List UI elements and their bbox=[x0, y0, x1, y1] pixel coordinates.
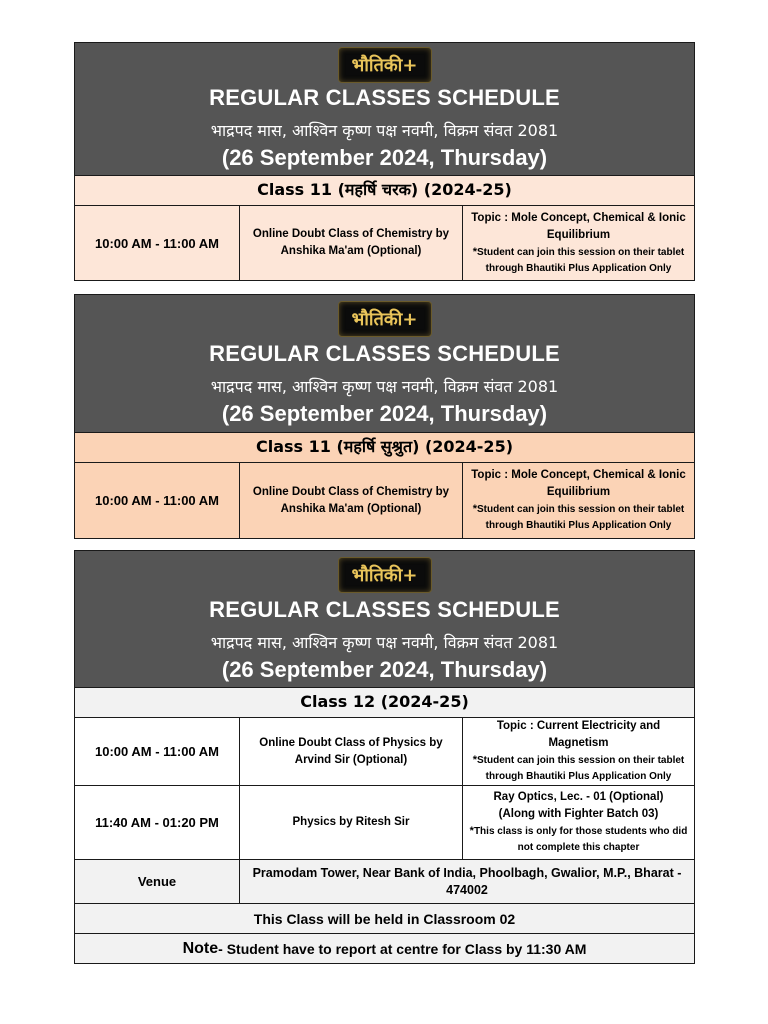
schedule-card-3 bbox=[74, 550, 695, 964]
table-row bbox=[75, 785, 694, 859]
subject-cell: Physics by Ritesh Sir bbox=[240, 786, 463, 859]
bhautiki-plus-logo: भौतिकी+ bbox=[338, 47, 432, 83]
note-asterisk: * bbox=[472, 503, 478, 515]
topic-text-2: (Along with Fighter Batch 03) bbox=[498, 808, 659, 820]
bhautiki-plus-logo: भौतिकी+ bbox=[338, 301, 432, 337]
time-cell: 10:00 AM - 11:00 AM bbox=[75, 206, 240, 280]
note-asterisk: * bbox=[472, 245, 478, 258]
schedule-date: (26 September 2024, Thursday) bbox=[221, 401, 548, 426]
class-label: Class 12 (2024-25) bbox=[75, 687, 694, 717]
venue-row bbox=[75, 859, 694, 903]
topic-text: Ray Optics, Lec. - 01 (Optional) bbox=[493, 791, 664, 803]
schedule-card-2 bbox=[74, 294, 695, 539]
subject-cell: Online Doubt Class of Physics by Arvind Sir (Optional) bbox=[240, 718, 463, 785]
schedule-title: REGULAR CLASSES SCHEDULE bbox=[209, 597, 560, 622]
subject-cell: Online Doubt Class of Chemistry by Anshika Ma'am (Optional) bbox=[240, 206, 463, 280]
classroom-info: This Class will be held in Classroom 02 bbox=[253, 910, 516, 927]
note-asterisk: * bbox=[469, 825, 474, 837]
hindi-date: भाद्रपद मास, आश्विन कृष्ण पक्ष नवमी, विक्रम संवत 2081 bbox=[210, 377, 559, 396]
class-label: Class 11 (महर्षि सुश्रुत) (2024-25) bbox=[75, 432, 694, 462]
note-text: Student can join this session on their tablet through Bhautiki Plus Application Only bbox=[477, 246, 685, 274]
classroom-row bbox=[75, 903, 694, 933]
venue-address: Pramodam Tower, Near Bank of India, Phoolbagh, Gwalior, M.P., Bharat - 474002 bbox=[252, 865, 682, 897]
subject-cell: Online Doubt Class of Chemistry by Anshika Ma'am (Optional) bbox=[240, 463, 463, 538]
schedule-header bbox=[75, 551, 694, 687]
hindi-date: भाद्रपद मास, आश्विन कृष्ण पक्ष नवमी, विक्रम संवत 2081 bbox=[210, 121, 559, 140]
table-row bbox=[75, 462, 694, 538]
topic-text: Topic : Mole Concept, Chemical & Ionic Equilibrium bbox=[471, 469, 686, 498]
note-text: This class is only for those students who did not complete this chapter bbox=[473, 826, 688, 853]
schedule-date: (26 September 2024, Thursday) bbox=[221, 145, 548, 170]
note-message: - Student have to report at centre for Class by 11:30 AM bbox=[218, 940, 587, 957]
hindi-date: भाद्रपद मास, आश्विन कृष्ण पक्ष नवमी, विक्रम संवत 2081 bbox=[210, 633, 559, 652]
report-note bbox=[75, 934, 694, 963]
time-cell: 10:00 AM - 11:00 AM bbox=[75, 718, 240, 785]
schedule-header bbox=[75, 43, 694, 175]
note-text: Student can join this session on their tablet through Bhautiki Plus Application Only bbox=[477, 504, 685, 531]
note-asterisk: * bbox=[472, 754, 478, 766]
note-label: Note bbox=[182, 939, 219, 957]
topic-cell bbox=[463, 718, 694, 785]
topic-text: Topic : Mole Concept, Chemical & Ionic Equilibrium bbox=[471, 211, 686, 241]
note-text: Student can join this session on their tablet through Bhautiki Plus Application Only bbox=[477, 755, 685, 782]
schedule-title: REGULAR CLASSES SCHEDULE bbox=[209, 341, 560, 366]
schedule-title: REGULAR CLASSES SCHEDULE bbox=[209, 85, 560, 110]
topic-cell bbox=[463, 463, 694, 538]
topic-text: Topic : Current Electricity and Magnetism bbox=[496, 720, 661, 749]
schedule-card-1 bbox=[74, 42, 695, 281]
class-label: Class 11 (महर्षि चरक) (2024-25) bbox=[75, 175, 694, 205]
session-note bbox=[467, 752, 690, 785]
topic-cell bbox=[463, 206, 694, 280]
time-cell: 10:00 AM - 11:00 AM bbox=[75, 463, 240, 538]
bhautiki-plus-logo: भौतिकी+ bbox=[338, 557, 432, 593]
topic-cell bbox=[463, 786, 694, 859]
venue-label: Venue bbox=[75, 860, 240, 903]
session-note bbox=[467, 244, 690, 277]
schedule-date: (26 September 2024, Thursday) bbox=[221, 657, 548, 682]
time-cell: 11:40 AM - 01:20 PM bbox=[75, 786, 240, 859]
note-row bbox=[75, 933, 694, 963]
session-note bbox=[467, 823, 690, 856]
table-row bbox=[75, 205, 694, 280]
table-row bbox=[75, 717, 694, 785]
session-note bbox=[467, 501, 690, 534]
schedule-header bbox=[75, 295, 694, 432]
